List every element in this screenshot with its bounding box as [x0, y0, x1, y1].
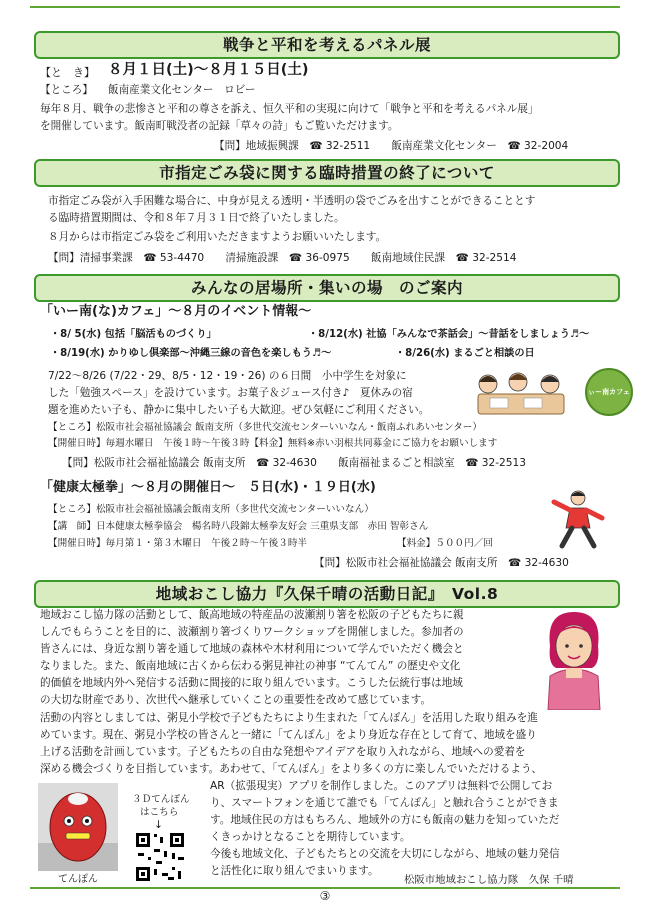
taikyoku-teacher: 【講 師】日本健康太極拳協会 楊名時八段錦太極拳友好会 三重県支部 赤田 智彰さん [48, 521, 429, 532]
study-space-line: した「勉強スペース」を設けています。お菓子＆ジュース付き♪ 夏休みの宿 [48, 387, 413, 399]
diary-p2-line: めています。現在、粥見小学校の皆さんと一緒に「てんぽん」をより身近な存在として育て、地域を盛り [40, 729, 537, 741]
diary-p3-line: くきっかけとなることを期待しています。 [210, 831, 411, 843]
exhibit-contact: 【問】地域振興課 ☎ 32-2511 飯南産業文化センター ☎ 32-2004 [214, 140, 569, 152]
study-space-line: 7/22～8/26 (7/22・29、8/5・12・19・26) の６日間 小中学生を対象に [48, 370, 407, 382]
cafe-hours: 【開催日時】毎週水曜日 午後１時～午後３時【料金】無料※赤い羽根共同募金にご協力をお願いします [48, 438, 498, 449]
cafe-logo: ぃー南カフェ [585, 368, 633, 416]
garbage-body-line: ８月からは市指定ごみ袋をご利用いただきますようお願いいたします。 [48, 231, 387, 243]
diary-p2-line: 活動の内容としましては、粥見小学校で子どもたちにより生まれた「てんぽん」を活用した取り組みを進 [40, 712, 538, 724]
section-title-activity-diary: 地域おこし協力『久保千晴の活動日記』 Vol.8 [34, 580, 620, 608]
diary-p1-line: 地域おこし協力隊の活動として、飯高地域の特産品の波瀬割り箸を松阪の子どもたちに親 [40, 609, 464, 621]
taikyoku-hours: 【開催日時】毎月第１・第３木曜日 午後２時～午後３時半 [48, 538, 308, 549]
exhibit-place: 飯南産業文化センター ロビー [108, 84, 256, 96]
cafe-heading: 「いー南(な)カフェ」～８月のイベント情報～ [40, 304, 312, 319]
qr-arrow: ↓ [154, 819, 163, 831]
diary-p3-line: と活性化に取り組んでまいります。 [210, 865, 379, 877]
taikyoku-fee: 【料金】５００円／回 [397, 538, 493, 549]
diary-p1-line: 皆さんには、身近な割り箸を通して地域の森林や木材利用について学んでいただく機会と [40, 643, 464, 655]
exhibit-date: ８月１日(土)～８月１５日(土) [108, 62, 309, 78]
mascot-caption: てんぽん [58, 874, 98, 885]
garbage-contact: 【問】清掃事業課 ☎ 53-4470 清掃施設課 ☎ 36-0975 飯南地域住民課 ☎ 32-2514 [48, 252, 517, 264]
section-title-panel-exhibit: 戦争と平和を考えるパネル展 [34, 31, 620, 59]
diary-p3-line: 今後も地域文化、子どもたちとの交流を大切にしながら、地域の魅力発信 [210, 848, 560, 860]
children-studying-illustration [460, 364, 580, 420]
where-label: 【ところ】 [40, 84, 93, 96]
section-title-gathering-places: みんなの居場所・集いの場 のご案内 [34, 274, 620, 302]
event-item: ・8/ 5(水) 包括「脳活ものづくり」 [50, 329, 217, 340]
when-label: 【と き】 [40, 66, 95, 79]
diary-p3-line: り、スマートフォンを通じて誰でも「てんぽん」と触れ合うことができま [210, 797, 559, 809]
qr-code[interactable] [134, 831, 186, 883]
author-portrait-illustration [528, 606, 620, 710]
exhibit-body-line: を開催しています。飯南町戦没者の記録「草々の詩」もご覧いただけます。 [40, 120, 399, 132]
garbage-body-line: る臨時措置期間は、令和８年７月３１日で終了いたしました。 [48, 212, 345, 224]
diary-p2-line: 上げる活動を計画しています。子どもたちの自由な発想やアイデアを取り入れながら、地域への愛着を [40, 746, 526, 758]
event-item: ・8/19(水) かりゆし倶楽部～沖縄三線の音色を楽しもう♬～ [50, 348, 332, 359]
tai-chi-figure-illustration [548, 488, 608, 550]
diary-signature: 松阪市地域おこし協力隊 久保 千晴 [404, 874, 574, 886]
taikyoku-heading: 「健康太極拳」～８月の開催日～ ５日(水)・１９日(水) [40, 480, 376, 495]
diary-p1-line: しんでもらうことを目的に、波瀬割り箸づくりワークショップを開催しました。参加者の [40, 626, 464, 638]
cafe-contact: 【問】松阪市社会福祉協議会 飯南支所 ☎ 32-4630 飯南福祉まるごと相談室 ☎ 32-2513 [62, 457, 527, 469]
garbage-body-line: 市指定ごみ袋が入手困難な場合に、中身が見える透明・半透明の袋でごみを出すことができることとす [48, 195, 536, 207]
diary-p3-line: AR（拡張現実）アプリを制作しました。このアプリは無料で公開してお [210, 780, 553, 792]
exhibit-body-line: 毎年８月、戦争の悲惨さと平和の尊さを訴え、恒久平和の実現に向けて「戦争と平和を考えるパネル展」 [40, 103, 539, 115]
taikyoku-place: 【ところ】松阪市社会福祉協議会飯南支所（多世代交流センターいいなん） [48, 504, 374, 515]
event-item: ・8/26(水) まるごと相談の日 [395, 348, 535, 359]
section-title-garbage-bags: 市指定ごみ袋に関する臨時措置の終了について [34, 159, 620, 187]
diary-p1-line: の大切な財産であり、次世代へ継承していくことの重要性を改めて感じています。 [40, 694, 432, 706]
diary-p1-line: なりました。また、飯南地域に古くから伝わる粥見神社の神事 “てんてん” の歴史や文化 [40, 660, 461, 672]
diary-p3-line: す。地域住民の方はもちろん、地域外の方にも飯南の魅力を知っていただ [210, 814, 560, 826]
top-rule [30, 6, 620, 8]
diary-p1-line: 的価値を地域内外へ発信する活動に間接的に取り組んでいます。こうした伝統行事は地域 [40, 677, 463, 689]
qr-label: はこちら [140, 807, 179, 818]
taikyoku-contact: 【問】松阪市社会福祉協議会 飯南支所 ☎ 32-4630 [314, 557, 569, 569]
diary-p2-line: 深める機会づくりを目指しています。あわせて、「てんぽん」をより多くの方に楽しんでいただけるよう、 [40, 763, 543, 775]
page-number: ③ [319, 889, 331, 903]
event-item: ・8/12(水) 社協「みんなで茶話会」～昔話をしましょう♬～ [308, 329, 590, 340]
study-space-line: 題を進めたい子も、静かに集中したい子も大歓迎。ぜひ気軽にご利用ください。 [48, 404, 430, 416]
qr-label: ３Ｄてんぽん [132, 794, 190, 805]
cafe-place: 【ところ】松阪市社会福祉協議会 飯南支所（多世代交流センターいいなん・飯南ふれあいセンター） [48, 422, 482, 433]
tenpon-mascot-photo [38, 783, 118, 871]
